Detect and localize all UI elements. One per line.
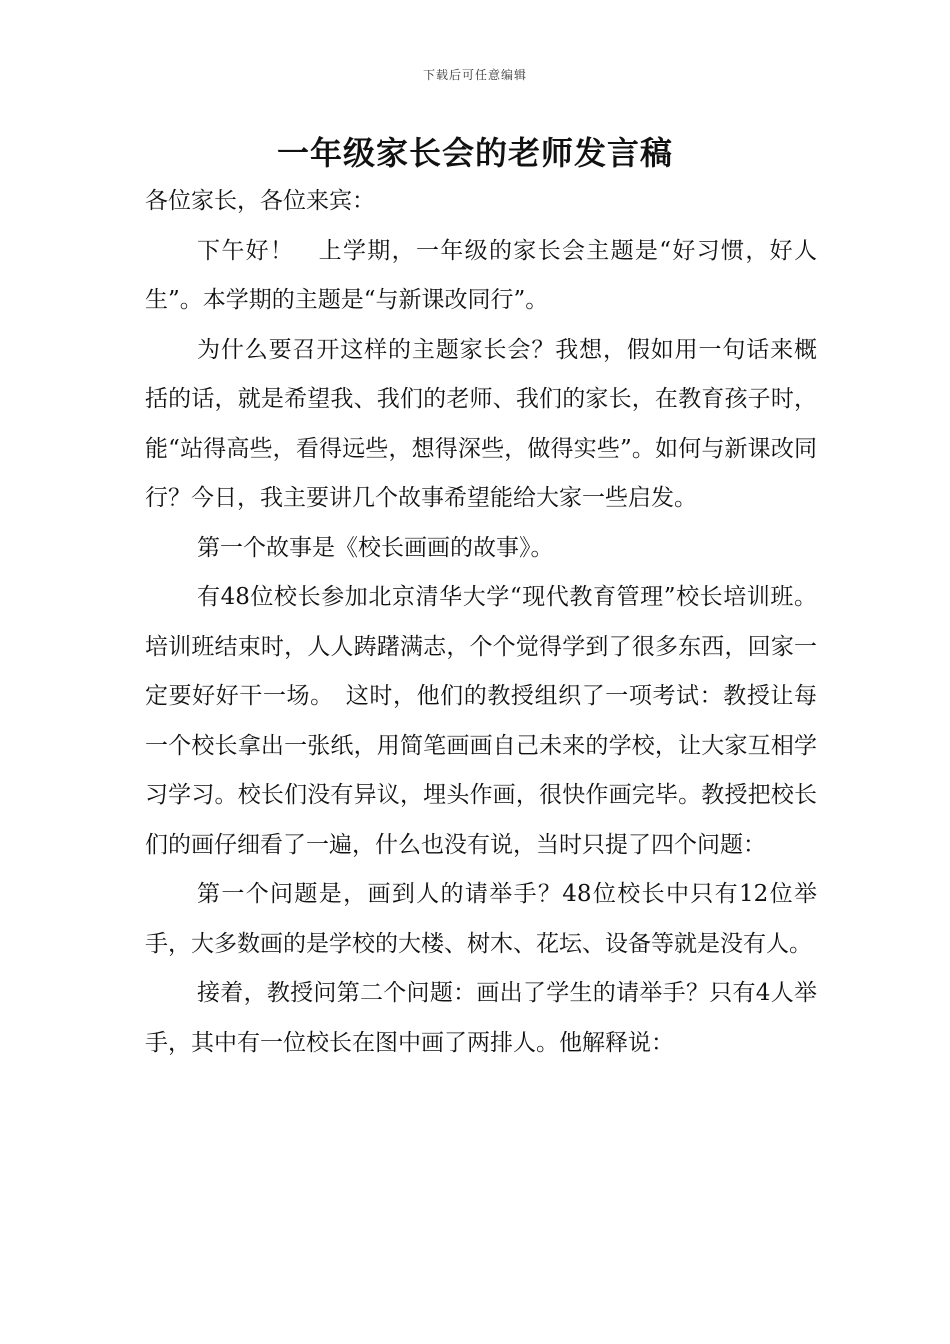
- document-body: [145, 177, 817, 1068]
- salutation-paragraph: 各位家长，各位来宾：: [145, 188, 375, 214]
- second-question-paragraph: 接着，教授问第二个问题：画出了学生的请举手？只有4人举手，其中有一位校长在图中画了两排人。他解释说：: [145, 980, 817, 1056]
- story-heading-paragraph: 第一个故事是《校长画画的故事》。: [197, 534, 554, 561]
- greeting-paragraph: 下午好！ 上学期，一年级的家长会主题是“好习惯，好人生”。本学期的主题是“与新课改同行”。: [145, 237, 817, 313]
- header-note: 下载后可任意编辑: [422, 68, 527, 82]
- document-title: 一年级家长会的老师发言稿: [276, 134, 673, 172]
- story-paragraph: 有48位校长参加北京清华大学“现代教育管理”校长培训班。培训班结束时，人人踌躇满志，个个觉得学到了很多东西，回家一定要好好干一场。 这时，他们的教授组织了一项考试：教授让每一个校长拿出一张纸，用简笔画画自己未来的学校，让大家互相学习学习。校长们没有异议，埋头作画，很快作画完毕。教授把校长们的画仔细看了一遍，什么也没有说，当时只提了四个问题：: [145, 584, 817, 858]
- first-question-paragraph: 第一个问题是，画到人的请举手？48位校长中只有12位举手，大多数画的是学校的大楼、树木、花坛、设备等就是没有人。: [145, 881, 817, 957]
- purpose-paragraph: 为什么要召开这样的主题家长会？我想，假如用一句话来概括的话，就是希望我、我们的老师、我们的家长，在教育孩子时，能“站得高些，看得远些，想得深些，做得实些”。如何与新课改同行？今日，我主要讲几个故事希望能给大家一些启发。: [145, 336, 817, 511]
